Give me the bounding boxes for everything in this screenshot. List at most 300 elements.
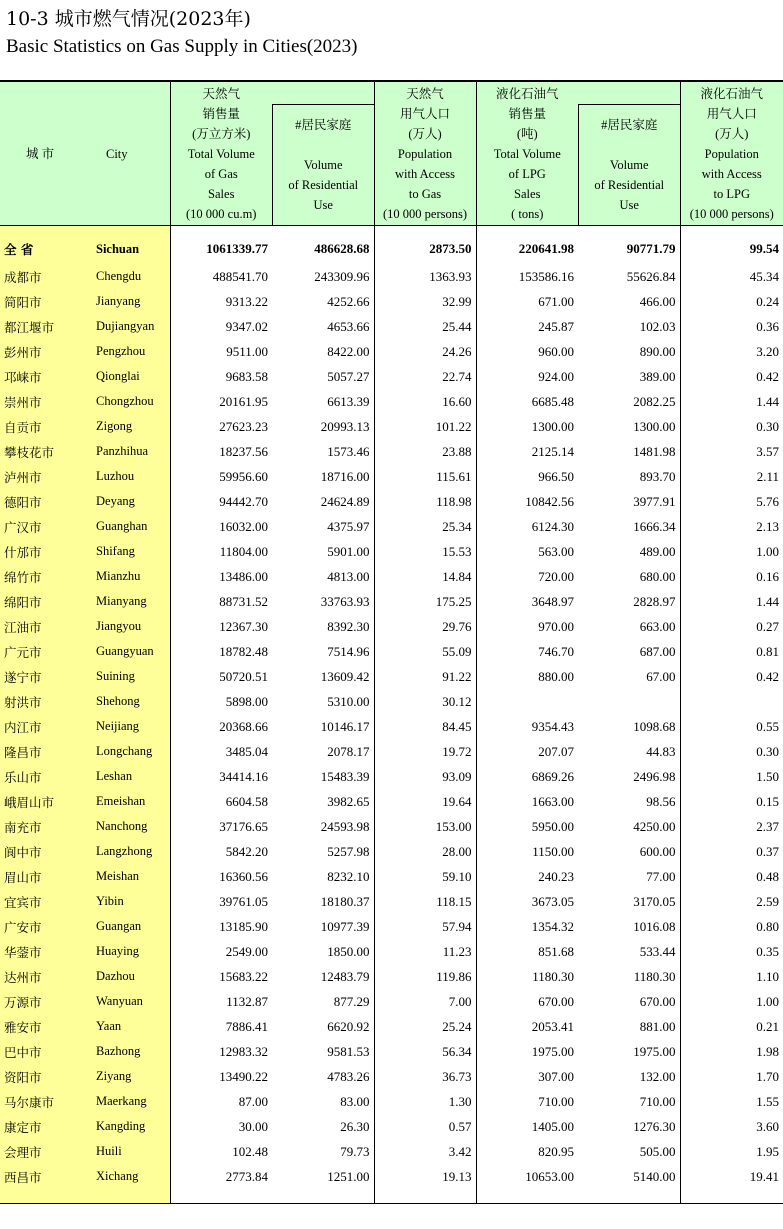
header-line: 液化石油气 (700, 86, 763, 101)
table-row (0, 439, 783, 464)
cell-city-zh: 宜宾市 (0, 889, 80, 914)
cell-city-zh: 广汉市 (0, 514, 80, 539)
cell-ng-population: 56.34 (374, 1039, 476, 1064)
cell-lpg-sales: 6124.30 (476, 514, 578, 539)
cell-ng-residential: 243309.96 (314, 268, 370, 284)
cell-ng-sales: 2773.84 (170, 1164, 272, 1189)
cell-lpg-population: 0.42 (680, 664, 783, 689)
header-line: of LPG (508, 166, 546, 181)
cell-city-zh: 雅安市 (0, 1014, 80, 1039)
table-row (0, 964, 783, 989)
cell-ng-population: 118.98 (374, 489, 476, 514)
table-row (0, 764, 783, 789)
cell-lpg-population: 0.30 (680, 414, 783, 439)
cell-city-en: Mianyang (80, 589, 170, 614)
cell-city-en: Wanyuan (80, 989, 170, 1014)
cell-ng-population: 32.99 (374, 289, 476, 314)
total-ng-residential: 486628.68 (314, 241, 370, 256)
header-ng-population (374, 81, 476, 226)
cell-lpg-population: 3.60 (680, 1114, 783, 1139)
cell-city-en: Shifang (80, 539, 170, 564)
header-line: of Residential (594, 178, 665, 192)
cell-ng-sales: 16032.00 (170, 514, 272, 539)
cell-lpg-sales: 1300.00 (476, 414, 578, 439)
cell-lpg-sales: 5950.00 (476, 814, 578, 839)
padding-cell (272, 1189, 374, 1204)
cell-lpg-sales: 851.68 (476, 939, 578, 964)
cell-city-zh: 绵竹市 (0, 564, 80, 589)
cell-city-zh: 内江市 (0, 714, 80, 739)
cell-lpg-population: 1.00 (680, 539, 783, 564)
table-body (0, 226, 783, 1204)
header-line: Sales (514, 186, 541, 201)
cell-ng-population: 19.64 (374, 789, 476, 814)
gas-supply-table (0, 80, 783, 1204)
cell-lpg-residential: 2828.97 (633, 593, 676, 609)
cell-lpg-population (680, 689, 783, 714)
cell-lpg-sales: 720.00 (476, 564, 578, 589)
cell-lpg-residential: 489.00 (639, 543, 676, 559)
cell-city-zh: 崇州市 (0, 389, 80, 414)
header-line: #居民家庭 (295, 118, 352, 132)
cell-city-en: Dujiangyan (80, 314, 170, 339)
cell-city-zh: 广元市 (0, 639, 80, 664)
cell-ng-sales: 13486.00 (170, 564, 272, 589)
cell-lpg-population: 1.70 (680, 1064, 783, 1089)
cell-ng-sales: 7886.41 (170, 1014, 272, 1039)
cell-ng-population: 1.30 (374, 1089, 476, 1114)
table-bottom-padding (0, 1189, 783, 1204)
cell-ng-population: 19.72 (374, 739, 476, 764)
cell-ng-residential: 9581.53 (327, 1043, 370, 1059)
header-line: of Residential (288, 178, 359, 192)
cell-city-en: Guangan (80, 914, 170, 939)
header-line: (吨) (516, 126, 538, 141)
cell-ng-sales: 13185.90 (170, 914, 272, 939)
cell-lpg-sales: 710.00 (476, 1089, 578, 1114)
cell-ng-population: 119.86 (374, 964, 476, 989)
cell-lpg-sales: 1663.00 (476, 789, 578, 814)
cell-ng-sales: 9511.00 (170, 339, 272, 364)
cell-ng-residential: 20993.13 (320, 418, 370, 434)
cell-ng-residential: 6620.92 (327, 1018, 370, 1034)
cell-city-zh: 遂宁市 (0, 664, 80, 689)
cell-lpg-sales: 9354.43 (476, 714, 578, 739)
cell-lpg-population: 0.36 (680, 314, 783, 339)
cell-city-en: Langzhong (80, 839, 170, 864)
cell-lpg-sales: 207.07 (476, 739, 578, 764)
cell-lpg-population: 1.95 (680, 1139, 783, 1164)
table-row (0, 564, 783, 589)
header-line: 天然气 (202, 86, 240, 101)
cell-lpg-sales: 2125.14 (476, 439, 578, 464)
header-line: 销售量 (508, 106, 546, 121)
cell-city-en: Luzhou (80, 464, 170, 489)
cell-ng-population: 3.42 (374, 1139, 476, 1164)
cell-lpg-population: 1.50 (680, 764, 783, 789)
padding-cell (0, 1189, 80, 1204)
header-line: 液化石油气 (495, 86, 559, 101)
cell-lpg-sales: 240.23 (476, 864, 578, 889)
padding-cell (680, 1189, 783, 1204)
cell-city-zh: 都江堰市 (0, 314, 80, 339)
cell-lpg-population: 0.15 (680, 789, 783, 814)
table-row (0, 589, 783, 614)
cell-ng-sales: 88731.52 (170, 589, 272, 614)
cell-ng-sales: 3485.04 (170, 739, 272, 764)
cell-city-zh: 西昌市 (0, 1164, 80, 1189)
table-row (0, 614, 783, 639)
cell-city-zh: 邛崃市 (0, 364, 80, 389)
padding-cell (578, 1189, 680, 1204)
cell-lpg-residential: 890.00 (639, 343, 676, 359)
table-row (0, 989, 783, 1014)
table-row (0, 1014, 783, 1039)
cell-ng-residential: 10977.39 (320, 918, 370, 934)
cell-city-zh: 隆昌市 (0, 739, 80, 764)
cell-city-en: Deyang (80, 489, 170, 514)
header-line: (万人) (408, 126, 442, 141)
cell-city-en: Panzhihua (80, 439, 170, 464)
cell-ng-residential: 3982.65 (327, 793, 370, 809)
table-row (0, 639, 783, 664)
table-row (0, 414, 783, 439)
cell-ng-residential: 4252.66 (327, 293, 370, 309)
table-row (0, 714, 783, 739)
cell-city-zh: 资阳市 (0, 1064, 80, 1089)
total-ng-population: 2873.50 (374, 226, 476, 265)
table-row (0, 664, 783, 689)
cell-lpg-sales: 10842.56 (476, 489, 578, 514)
cell-lpg-residential: 98.56 (646, 793, 676, 809)
header-line: (万立方米) (192, 126, 251, 141)
cell-city-zh: 巴中市 (0, 1039, 80, 1064)
cell-ng-sales: 11804.00 (170, 539, 272, 564)
header-ng-residential-box (272, 104, 374, 225)
cell-ng-residential: 1850.00 (327, 943, 370, 959)
cell-lpg-sales: 880.00 (476, 664, 578, 689)
cell-ng-residential: 15483.39 (320, 768, 370, 784)
cell-ng-sales: 9313.22 (170, 289, 272, 314)
cell-lpg-residential: 680.00 (639, 568, 676, 584)
header-line: of Gas (204, 166, 238, 181)
padding-cell (476, 1189, 578, 1204)
cell-city-en: Bazhong (80, 1039, 170, 1064)
cell-lpg-residential: 1975.00 (633, 1043, 676, 1059)
cell-lpg-sales: 1405.00 (476, 1114, 578, 1139)
cell-lpg-residential: 670.00 (639, 993, 676, 1009)
cell-city-en: Neijiang (80, 714, 170, 739)
header-lpg-residential-box (578, 104, 680, 225)
header-line: with Access (394, 166, 456, 181)
table-row (0, 389, 783, 414)
cell-ng-sales: 87.00 (170, 1089, 272, 1114)
table-row (0, 339, 783, 364)
cell-lpg-population: 19.41 (680, 1164, 783, 1189)
cell-lpg-sales: 1150.00 (476, 839, 578, 864)
cell-lpg-sales: 746.70 (476, 639, 578, 664)
cell-ng-residential: 1251.00 (327, 1168, 370, 1184)
cell-lpg-residential: 1098.68 (633, 718, 676, 734)
header-line: 天然气 (406, 86, 444, 101)
cell-lpg-residential: 505.00 (639, 1143, 676, 1159)
cell-ng-residential: 18180.37 (320, 893, 370, 909)
cell-city-zh: 乐山市 (0, 764, 80, 789)
cell-city-zh: 绵阳市 (0, 589, 80, 614)
cell-lpg-population: 1.98 (680, 1039, 783, 1064)
cell-lpg-residential: 663.00 (639, 618, 676, 634)
cell-ng-population: 24.26 (374, 339, 476, 364)
cell-ng-sales: 37176.65 (170, 814, 272, 839)
cell-lpg-residential: 710.00 (639, 1093, 676, 1109)
cell-ng-sales: 9347.02 (170, 314, 272, 339)
cell-lpg-population: 1.44 (680, 589, 783, 614)
padding-cell (170, 1189, 272, 1204)
cell-ng-sales: 20368.66 (170, 714, 272, 739)
cell-ng-residential: 5901.00 (327, 543, 370, 559)
cell-lpg-population: 1.10 (680, 964, 783, 989)
total-row (0, 226, 783, 265)
table-row (0, 914, 783, 939)
header-line: to LPG (713, 186, 750, 201)
header-line: (10 000 persons) (689, 206, 774, 221)
header-line: Total Volume (187, 146, 255, 161)
cell-lpg-sales: 245.87 (476, 314, 578, 339)
table-row (0, 1039, 783, 1064)
cell-lpg-sales: 2053.41 (476, 1014, 578, 1039)
cell-ng-sales: 94442.70 (170, 489, 272, 514)
cell-lpg-sales: 3648.97 (476, 589, 578, 614)
cell-ng-residential: 8422.00 (327, 343, 370, 359)
table-title-english: Basic Statistics on Gas Supply in Cities(2023) (6, 36, 358, 57)
total-city-en: Sichuan (80, 226, 170, 265)
table-row (0, 1139, 783, 1164)
header-line: 用气人口 (706, 106, 757, 121)
cell-city-zh: 眉山市 (0, 864, 80, 889)
table-row (0, 314, 783, 339)
cell-city-zh: 彭州市 (0, 339, 80, 364)
header-ng-sales (170, 81, 272, 226)
cell-lpg-sales: 6685.48 (476, 389, 578, 414)
cell-city-zh: 成都市 (0, 264, 80, 289)
cell-ng-population: 15.53 (374, 539, 476, 564)
cell-lpg-population: 0.35 (680, 939, 783, 964)
header-line: 销售量 (202, 106, 240, 121)
cell-city-zh: 万源市 (0, 989, 80, 1014)
cell-city-en: Guanghan (80, 514, 170, 539)
cell-ng-population: 16.60 (374, 389, 476, 414)
header-line: 用气人口 (399, 106, 450, 121)
cell-city-en: Shehong (80, 689, 170, 714)
cell-lpg-sales: 153586.16 (476, 264, 578, 289)
cell-ng-sales: 102.48 (170, 1139, 272, 1164)
cell-ng-population: 29.76 (374, 614, 476, 639)
cell-ng-residential: 8392.30 (327, 618, 370, 634)
cell-lpg-residential: 600.00 (639, 843, 676, 859)
cell-city-zh: 广安市 (0, 914, 80, 939)
cell-lpg-population: 0.37 (680, 839, 783, 864)
cell-lpg-population: 2.37 (680, 814, 783, 839)
cell-lpg-residential: 102.03 (639, 318, 676, 334)
cell-ng-sales: 39761.05 (170, 889, 272, 914)
cell-city-en: Leshan (80, 764, 170, 789)
table-row (0, 539, 783, 564)
cell-ng-sales: 20161.95 (170, 389, 272, 414)
cell-ng-population: 19.13 (374, 1164, 476, 1189)
cell-city-zh: 南充市 (0, 814, 80, 839)
cell-ng-sales: 1132.87 (170, 989, 272, 1014)
cell-ng-residential: 12483.79 (320, 968, 370, 984)
cell-lpg-sales: 970.00 (476, 614, 578, 639)
cell-lpg-residential: 1666.34 (633, 518, 676, 534)
cell-ng-sales: 18237.56 (170, 439, 272, 464)
cell-city-en: Maerkang (80, 1089, 170, 1114)
table-row (0, 789, 783, 814)
cell-lpg-population: 0.48 (680, 864, 783, 889)
cell-lpg-population: 1.00 (680, 989, 783, 1014)
cell-city-en: Ziyang (80, 1064, 170, 1089)
header-lpg-residential (578, 81, 680, 226)
table-row (0, 264, 783, 289)
cell-lpg-sales: 966.50 (476, 464, 578, 489)
cell-city-zh: 射洪市 (0, 689, 80, 714)
cell-lpg-population: 0.30 (680, 739, 783, 764)
cell-city-zh: 达州市 (0, 964, 80, 989)
cell-lpg-population: 2.59 (680, 889, 783, 914)
cell-city-en: Jiangyou (80, 614, 170, 639)
cell-lpg-residential: 893.70 (639, 468, 676, 484)
cell-ng-population: 101.22 (374, 414, 476, 439)
cell-ng-population: 11.23 (374, 939, 476, 964)
cell-ng-population: 59.10 (374, 864, 476, 889)
cell-lpg-population: 2.11 (680, 464, 783, 489)
cell-lpg-population: 0.55 (680, 714, 783, 739)
total-lpg-sales: 220641.98 (476, 226, 578, 265)
cell-ng-population: 1363.93 (374, 264, 476, 289)
cell-ng-residential: 7514.96 (327, 643, 370, 659)
header-lpg-sales (476, 81, 578, 226)
padding-cell (80, 1189, 170, 1204)
cell-city-en: Chengdu (80, 264, 170, 289)
cell-lpg-sales: 670.00 (476, 989, 578, 1014)
cell-lpg-residential: 466.00 (639, 293, 676, 309)
table-row (0, 939, 783, 964)
cell-city-en: Pengzhou (80, 339, 170, 364)
cell-lpg-residential (578, 689, 680, 714)
cell-lpg-residential: 67.00 (646, 668, 676, 684)
cell-lpg-sales: 924.00 (476, 364, 578, 389)
cell-ng-residential: 18716.00 (320, 468, 370, 484)
cell-ng-population: 36.73 (374, 1064, 476, 1089)
cell-lpg-sales: 307.00 (476, 1064, 578, 1089)
cell-ng-residential: 83.00 (340, 1093, 370, 1109)
cell-ng-population: 28.00 (374, 839, 476, 864)
cell-ng-sales: 34414.16 (170, 764, 272, 789)
cell-city-zh: 德阳市 (0, 489, 80, 514)
cell-ng-population: 25.44 (374, 314, 476, 339)
cell-ng-sales: 15683.22 (170, 964, 272, 989)
cell-ng-residential: 4813.00 (327, 568, 370, 584)
header-line: #居民家庭 (601, 118, 658, 132)
cell-ng-sales: 27623.23 (170, 414, 272, 439)
cell-lpg-residential: 533.44 (639, 943, 676, 959)
table-row (0, 489, 783, 514)
header-line: with Access (701, 166, 762, 181)
header-lpg-population (680, 81, 783, 226)
header-line: to Gas (408, 186, 442, 201)
cell-lpg-population: 1.44 (680, 389, 783, 414)
cell-city-zh: 自贡市 (0, 414, 80, 439)
cell-ng-population: 93.09 (374, 764, 476, 789)
cell-lpg-sales: 1354.32 (476, 914, 578, 939)
header-line: Population (397, 146, 453, 161)
table-row (0, 364, 783, 389)
table-row (0, 514, 783, 539)
cell-ng-sales: 5842.20 (170, 839, 272, 864)
cell-city-en: Suining (80, 664, 170, 689)
cell-city-zh: 泸州市 (0, 464, 80, 489)
cell-city-en: Dazhou (80, 964, 170, 989)
cell-lpg-population: 45.34 (680, 264, 783, 289)
cell-ng-residential: 24593.98 (320, 818, 370, 834)
header-line: Volume (303, 158, 343, 172)
cell-lpg-sales (476, 689, 578, 714)
header-line: (10 000 cu.m) (186, 206, 257, 221)
cell-ng-residential: 8232.10 (327, 868, 370, 884)
cell-city-zh: 马尔康市 (0, 1089, 80, 1114)
padding-cell (374, 1189, 476, 1204)
table-row (0, 1064, 783, 1089)
cell-lpg-residential: 77.00 (646, 868, 676, 884)
cell-ng-sales: 18782.48 (170, 639, 272, 664)
cell-city-en: Guangyuan (80, 639, 170, 664)
cell-ng-population: 55.09 (374, 639, 476, 664)
cell-ng-residential: 2078.17 (327, 743, 370, 759)
cell-city-zh: 简阳市 (0, 289, 80, 314)
total-ng-sales: 1061339.77 (170, 226, 272, 265)
cell-city-en: Zigong (80, 414, 170, 439)
cell-city-en: Nanchong (80, 814, 170, 839)
cell-ng-population: 175.25 (374, 589, 476, 614)
total-lpg-population: 99.54 (680, 226, 783, 265)
cell-lpg-residential: 881.00 (639, 1018, 676, 1034)
cell-city-en: Huaying (80, 939, 170, 964)
cell-ng-sales: 12367.30 (170, 614, 272, 639)
cell-ng-residential: 26.30 (340, 1118, 370, 1134)
cell-city-zh: 江油市 (0, 614, 80, 639)
cell-city-en: Qionglai (80, 364, 170, 389)
table-row (0, 1164, 783, 1189)
cell-lpg-population: 3.20 (680, 339, 783, 364)
cell-lpg-residential: 1016.08 (633, 918, 676, 934)
header-line: Volume (609, 158, 649, 172)
cell-city-en: Mianzhu (80, 564, 170, 589)
cell-city-en: Emeishan (80, 789, 170, 814)
cell-ng-population: 25.24 (374, 1014, 476, 1039)
cell-ng-sales: 50720.51 (170, 664, 272, 689)
header-line: Total Volume (493, 146, 561, 161)
cell-ng-residential: 5310.00 (327, 693, 370, 709)
cell-ng-population: 30.12 (374, 689, 476, 714)
cell-lpg-sales: 960.00 (476, 339, 578, 364)
header-line (579, 135, 680, 155)
cell-lpg-population: 0.42 (680, 364, 783, 389)
cell-lpg-sales: 10653.00 (476, 1164, 578, 1189)
cell-lpg-residential: 1481.98 (633, 443, 676, 459)
cell-lpg-residential: 1180.30 (633, 968, 676, 984)
header-line: Sales (208, 186, 235, 201)
cell-ng-residential: 4375.97 (327, 518, 370, 534)
